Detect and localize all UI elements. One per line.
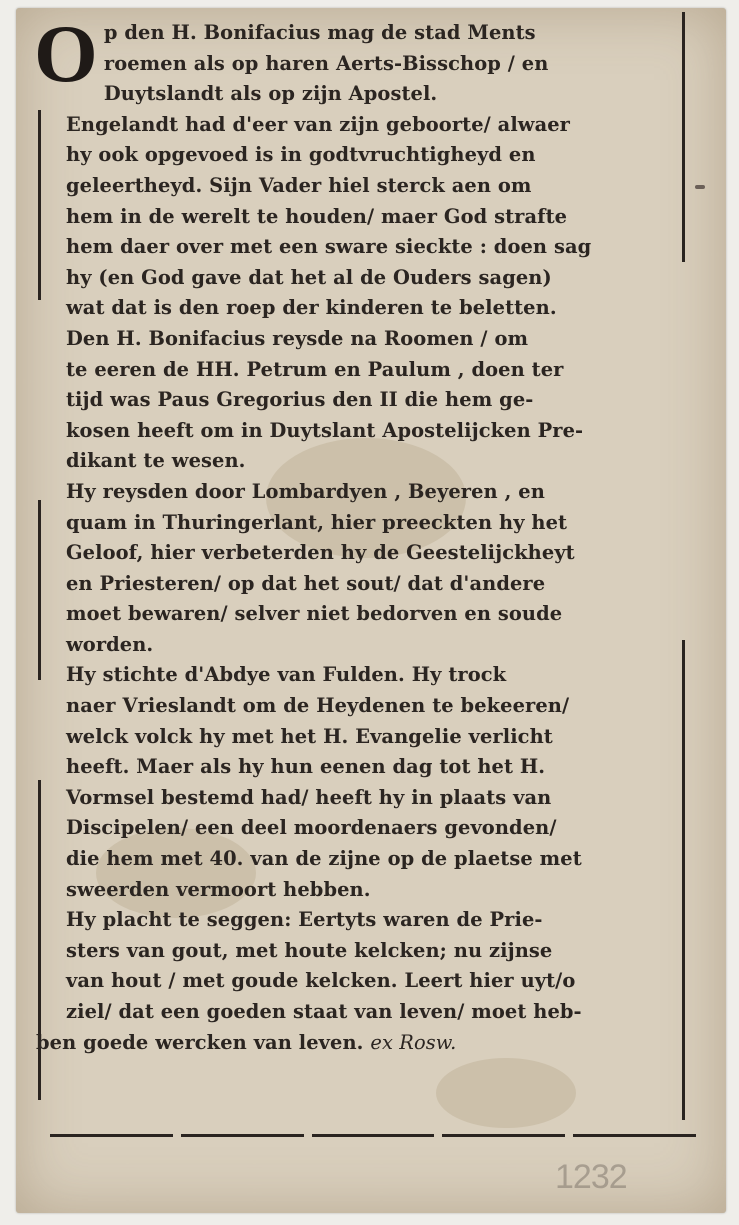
text-line: Hy stichte d'Abdye van Fulden. Hy trock — [66, 663, 507, 687]
paragraph — [36, 324, 680, 477]
text-line: tijd was Paus Gregorius den II die hem ge- — [66, 388, 534, 412]
text-line: te eeren de HH. Petrum en Paulum , doen ter — [66, 357, 564, 381]
text-line: geleertheyd. Sijn Vader hiel sterck aen om — [66, 173, 532, 197]
text-line: hy ook opgevoed is in godtvruchtigheyd en — [66, 143, 536, 167]
paragraph — [36, 477, 680, 661]
text-line: Geloof, hier verbeterden hy de Geestelijckheyt — [66, 541, 575, 565]
right-border-rule — [682, 640, 685, 1120]
paragraph — [36, 110, 680, 324]
stain — [436, 1058, 576, 1128]
text-line: welck volck hy met het H. Evangelie verlicht — [66, 724, 553, 748]
paragraph — [34, 8, 680, 110]
text-line: en Priesteren/ op dat het sout/ dat d'andere — [66, 571, 546, 595]
text-line: kosen heeft om in Duytslant Apostelijcken Pre- — [66, 418, 584, 442]
margin-mark — [695, 185, 705, 189]
text-line: ben goede wercken van leven. — [36, 1030, 364, 1054]
text-line: p den H. Bonifacius mag de stad Ments — [103, 21, 536, 44]
text-line: die hem met 40. van de zijne op de plaetse met — [66, 847, 582, 871]
text-line: ziel/ dat een goeden staat van leven/ moet heb- — [66, 1000, 582, 1023]
text-line: van hout / met goude kelcken. Leert hier uyt/o — [66, 969, 576, 993]
text-line: sters van gout, met houte kelcken; nu zijnse — [66, 938, 553, 962]
text-line: dikant te wesen. — [66, 449, 246, 473]
source-citation: ex Rosw. — [370, 1030, 457, 1054]
text-line: quam in Thuringerlant, hier preeckten hy het — [66, 510, 568, 534]
text-line: roemen als op haren Aerts-Bisschop / en — [103, 51, 549, 75]
text-line: naer Vrieslandt om de Heydenen te bekeeren/ — [66, 694, 570, 718]
text-line: wat dat is den roep der kinderen te beletten. — [66, 296, 557, 320]
paragraph — [36, 905, 680, 1058]
text-line: Discipelen/ een deel moordenaers gevonden/ — [66, 816, 557, 840]
text-line: worden. — [66, 632, 154, 656]
text-line: hem in de werelt te houden/ maer God strafte — [66, 204, 568, 228]
paragraph — [36, 660, 680, 905]
text-line: Hy reysden door Lombardyen , Beyeren , en — [66, 479, 545, 503]
inventory-number: 1232 — [555, 1158, 627, 1196]
text-line: Duytslandt als op zijn Apostel. — [103, 82, 438, 106]
right-border-rule — [682, 12, 685, 262]
text-line: hy (en God gave dat het al de Ouders sagen) — [66, 265, 552, 289]
drop-cap: O — [34, 8, 98, 99]
footer-rule — [50, 1134, 696, 1138]
text-line: Hy placht te seggen: Eertyts waren de Prie- — [66, 908, 543, 932]
text-line: Engelandt had d'eer van zijn geboorte/ alwaer — [66, 112, 570, 136]
text-line: Den H. Bonifacius reysde na Roomen / om — [66, 326, 529, 350]
text-line: sweerden vermoort hebben. — [66, 877, 371, 901]
text-line: Vormsel bestemd had/ heeft hy in plaats van — [66, 785, 552, 809]
text-line: hem daer over met een sware sieckte : doen sag — [66, 235, 592, 259]
text-line: moet bewaren/ selver niet bedorven en soude — [66, 602, 563, 626]
article-text — [34, 8, 680, 1058]
text-line: heeft. Maer als hy hun eenen dag tot het H. — [66, 755, 546, 779]
